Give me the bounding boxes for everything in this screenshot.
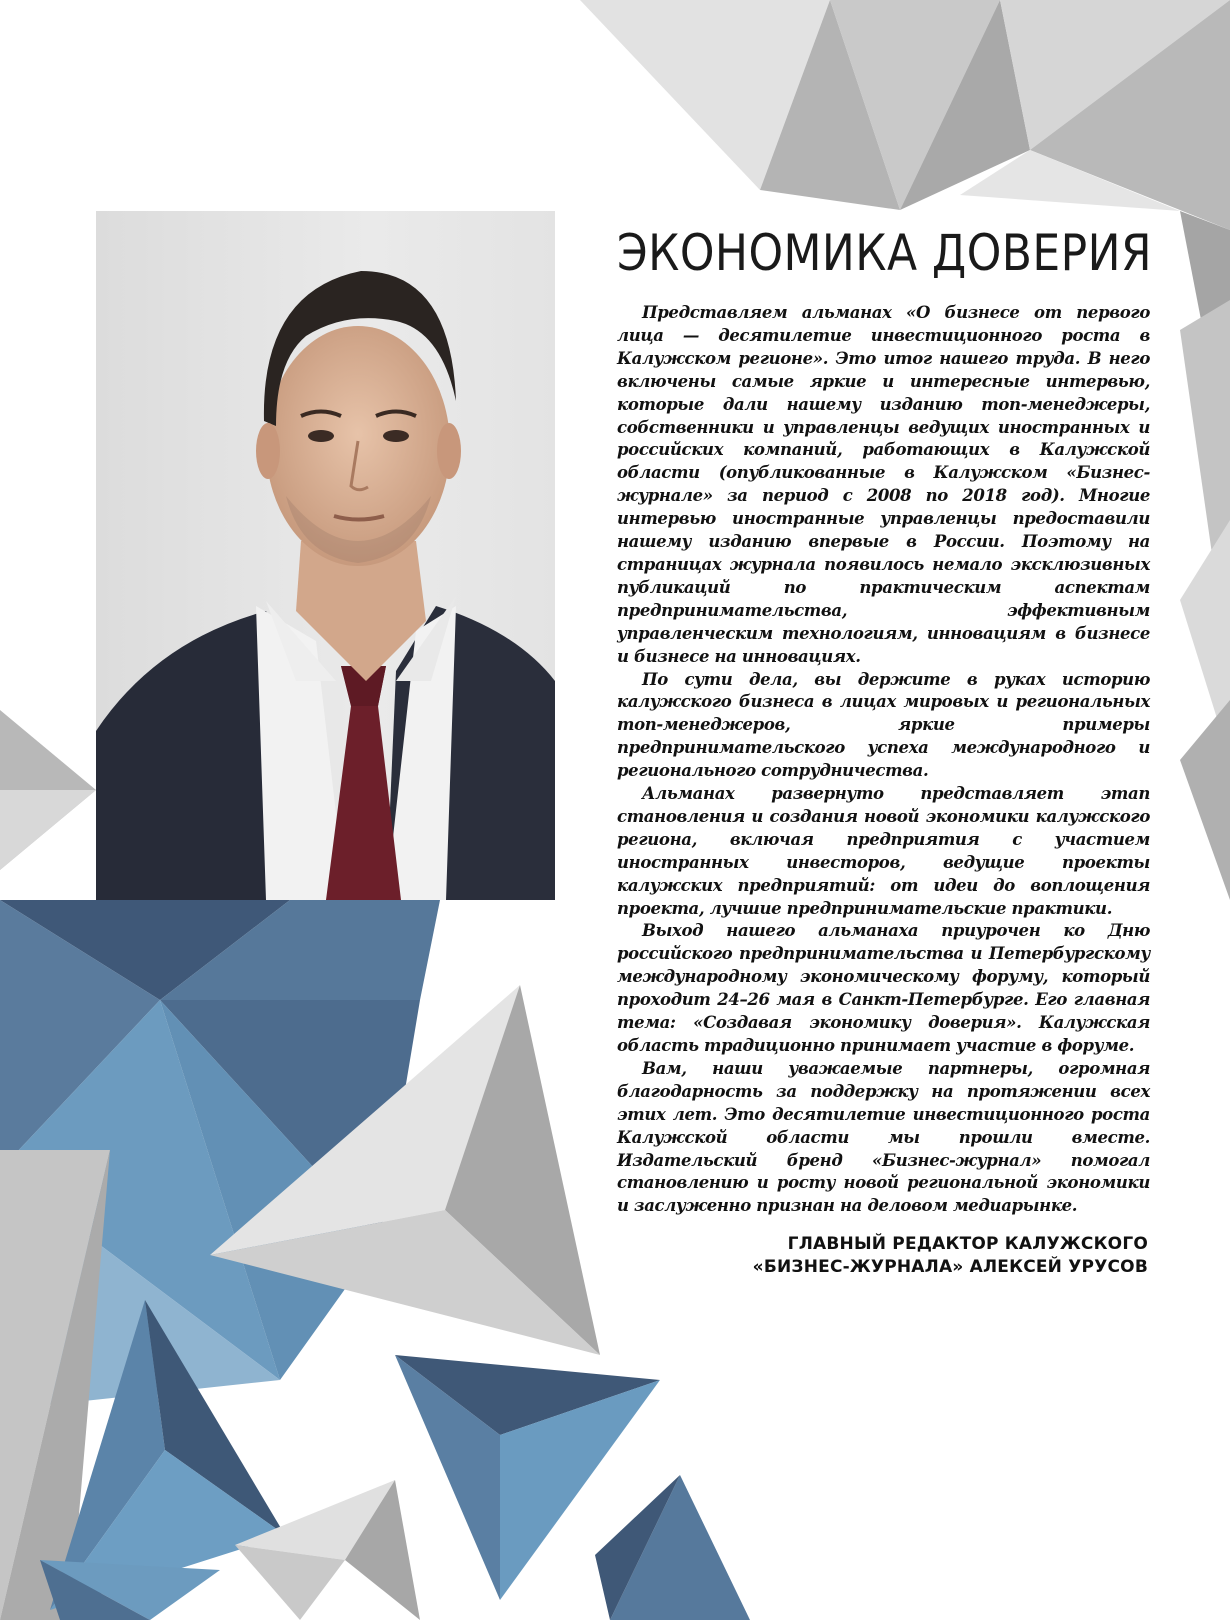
article-paragraph: Выход нашего альманаха приурочен ко Дню российского предпринимательства и Петербургскому международному экономическому форуму, который проходит 24–26 мая в Санкт-Петербурге. Его главная тема: «Создавая экономику доверия». Калужская область традиционно принимает участие в форуме. [617,921,1150,1055]
signature-line-1: ГЛАВНЫЙ РЕДАКТОР КАЛУЖСКОГО [787,1234,1148,1254]
author-signature [617,1233,1148,1279]
article-headline: ЭКОНОМИКА ДОВЕРИЯ [617,224,1153,282]
signature-line-2: «БИЗНЕС-ЖУРНАЛА» АЛЕКСЕЙ УРУСОВ [752,1257,1148,1277]
article-paragraph: Представляем альманах «О бизнесе от первого лица — десятилетие инвестиционного роста в Калужском регионе». Это итог нашего труда. В него включены самые яркие и интересные интервью, которые дали нашему изданию топ-менеджеры, собственники и управленцы ведущих иностранных и российских компаний, работающих в Калужской области (опубликованные в Калужском «Бизнес-журнале» за период с 2008 по 2018 год). Многие интервью иностранные управленцы предоставили нашему изданию впервые в России. Поэтому на страницах журнала появилось немало эксклюзивных публикаций по практическим аспектам предпринимательства, эффективным управленческим технологиям, инновациям в бизнесе и бизнесе на инновациях. [617,303,1150,666]
article-paragraph: По сути дела, вы держите в руках историю калужского бизнеса в лицах мировых и региональных топ-менеджеров, яркие примеры предпринимательского успеха международного и регионального сотрудничества. [617,669,1150,781]
portrait-photo [96,211,555,900]
article-paragraph: Вам, наши уважаемые партнеры, огромная благодарность за поддержку на протяжении всех этих лет. Это десятилетие инвестиционного роста Калужской области мы прошли вместе. Издательский бренд «Бизнес-журнал» помогал становлению и росту новой региональной экономики и заслуженно признан на деловом медиарынке. [617,1058,1150,1216]
article-body [617,302,1150,1218]
article-paragraph: Альманах развернуто представляет этап становления и создания новой экономики калужского региона, включая предприятия с участием иностранных инвесторов, ведущие проекты калужских предприятий: от идеи до воплощения проекта, лучшие предпринимательские практики. [617,784,1150,918]
